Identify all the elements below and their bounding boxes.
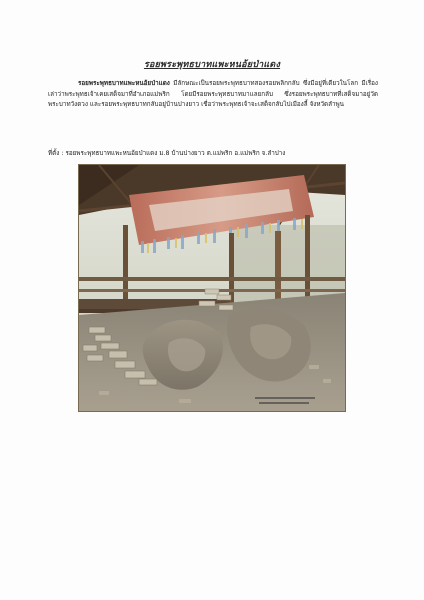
paragraph-lead: รอยพระพุทธบาทแพะหนอ้ยป่าแดง xyxy=(78,80,170,87)
page-footer-area xyxy=(0,589,424,600)
location-label: ที่ตั้ง : xyxy=(48,150,66,157)
description-paragraph xyxy=(48,79,378,111)
location-line xyxy=(48,149,378,159)
location-value: รอยพระพุทธบาทแพะหนอ้ยป่าแดง ม.8 บ้านปางยาว ต.แม่พริก อ.แม่พริก จ.ลำปาง xyxy=(65,150,286,157)
footprint-photo xyxy=(78,164,346,412)
paragraph-body: มีลักษณะเป็นรอยพระพุทธบาทสองรอยพลิกกลับ ซึ่งมีอยู่ที่เดียวในโลก มีเรื่องเล่าว่าพระพุทธเจ้าเคยเสด็จมาที่อำเภอแม่พริก โดยมีรอยพระพุทธบาทมาแลยกลับ ซึ่งรอยพระพุทธบาทที่เสด็จมาอยู่วัดพระบาทวังดวง และรอยพระพุทธบาทกลับอยู่บ้านปางยาว เชื่อว่าพระพุทธเจ้าจะเสด็จกลับไปเมืองลี้ จังหวัดลำพูน xyxy=(48,80,378,108)
page-title: รอยพระพุทธบาทแพะหนอ้ยป่าแดง xyxy=(143,60,281,70)
